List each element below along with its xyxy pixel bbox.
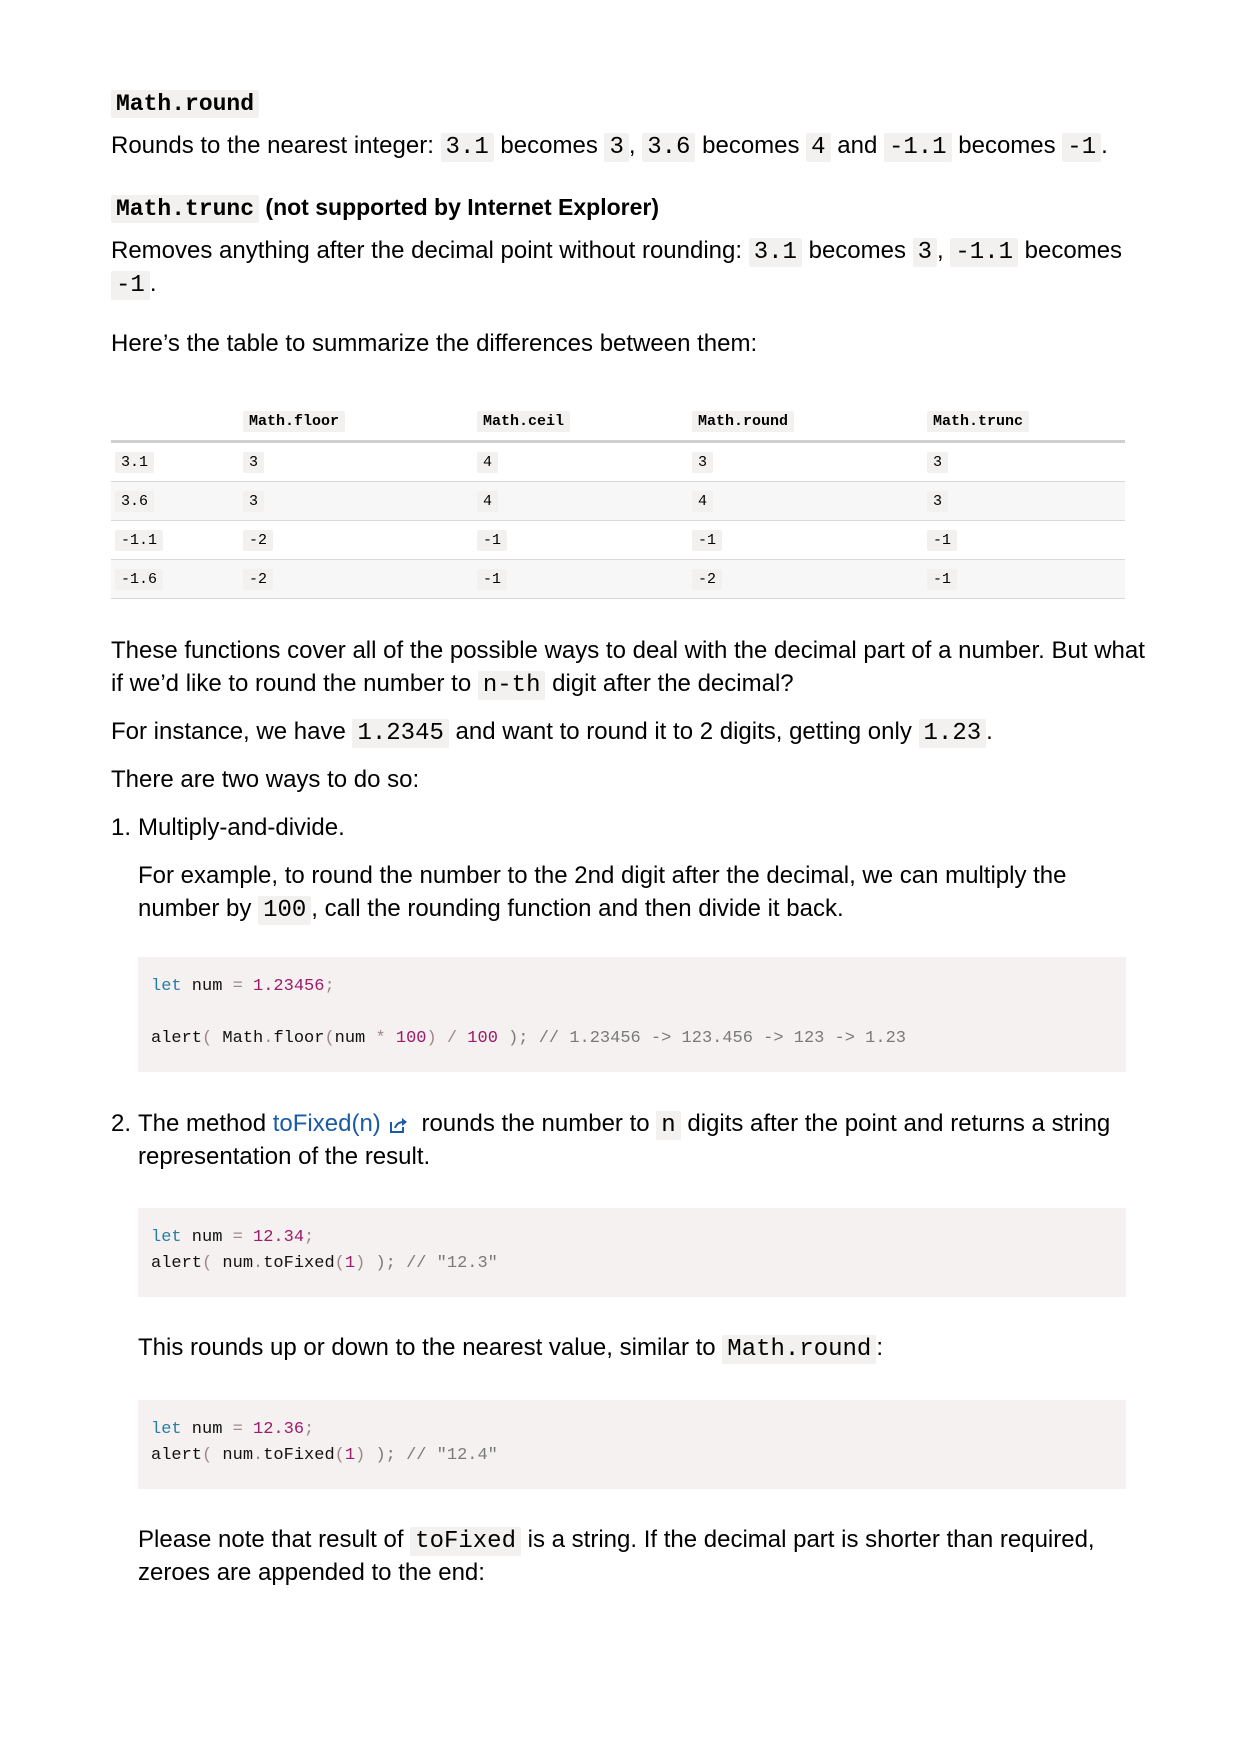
code-token: 12.36 — [242, 1420, 305, 1439]
cell-value: 4 — [692, 491, 713, 512]
text: Rounds to the nearest integer: — [111, 132, 441, 159]
code-token: = — [232, 1228, 243, 1247]
code-token: let — [151, 1228, 182, 1247]
paragraph-line — [138, 892, 844, 927]
header-label: Math.round — [692, 411, 794, 432]
inline-code: 1.2345 — [352, 719, 448, 748]
header-round — [688, 402, 923, 442]
inline-code: 4 — [806, 133, 830, 162]
table-intro: Here’s the table to summarize the differences between them: — [111, 330, 758, 357]
list-item-line — [138, 1107, 1110, 1142]
cell-value: 4 — [477, 452, 498, 473]
code-block — [138, 1400, 1126, 1489]
paragraph-line: There are two ways to do so: — [111, 766, 420, 793]
code-token: = — [232, 977, 243, 996]
code-token: num — [181, 1228, 233, 1247]
cell-value: 3 — [243, 452, 264, 473]
text: , — [937, 237, 951, 264]
inline-code: 3.6 — [642, 133, 695, 162]
header-ceil — [473, 402, 688, 442]
code-token: . — [253, 1446, 264, 1465]
cell-value: 4 — [477, 491, 498, 512]
inline-code: 3.1 — [749, 238, 802, 267]
math-round-heading — [111, 85, 259, 121]
code-token: alert — [151, 1254, 203, 1273]
table-cell — [111, 442, 239, 482]
cell-value: -1 — [692, 530, 722, 551]
code-token: num — [181, 977, 233, 996]
inline-code: -1.1 — [884, 133, 952, 162]
table-cell — [688, 442, 923, 482]
code-token: 1 — [344, 1254, 356, 1273]
code-token: ) — [355, 1254, 366, 1273]
code-token: . — [263, 1029, 274, 1048]
paragraph-line — [138, 1523, 1095, 1558]
table-cell — [239, 442, 473, 482]
text: : — [876, 1334, 883, 1361]
code-line — [151, 1254, 498, 1273]
code-token: num — [212, 1446, 254, 1465]
code-token: ( — [202, 1254, 213, 1273]
code-comment: ); // 1.23456 -> 123.456 -> 123 -> 1.23 — [497, 1029, 906, 1048]
cell-value: -2 — [243, 530, 273, 551]
code-comment: ); // "12.3" — [365, 1254, 498, 1273]
code-token: let — [151, 977, 182, 996]
text: . — [149, 270, 157, 297]
header-label: Math.ceil — [477, 411, 570, 432]
inline-code: 3.1 — [441, 133, 494, 162]
text: , call the rounding function and then divide it back. — [311, 895, 844, 922]
table-cell — [688, 521, 923, 560]
text: The method — [138, 1110, 273, 1137]
cell-value: -2 — [692, 569, 722, 590]
table-cell — [688, 482, 923, 521]
paragraph-line: For example, to round the number to the 2nd digit after the decimal, we can multiply the — [138, 862, 1067, 889]
text: rounds the number to — [414, 1110, 657, 1137]
table-row — [111, 560, 1125, 599]
table-cell — [473, 560, 688, 599]
cell-value: 3 — [243, 491, 264, 512]
table-cell — [239, 560, 473, 599]
inline-code: n — [656, 1111, 680, 1140]
text: and — [830, 132, 884, 159]
cell-value: 3.6 — [115, 491, 154, 512]
cell-value: -1 — [477, 569, 507, 590]
cell-value: -1.1 — [115, 530, 163, 551]
code-token: 12.34 — [242, 1228, 305, 1247]
paragraph-line: representation of the result. — [138, 1143, 431, 1170]
table-cell — [111, 560, 239, 599]
table-cell — [239, 482, 473, 521]
math-trunc-heading — [111, 190, 659, 226]
table-cell — [473, 521, 688, 560]
header-floor — [239, 402, 473, 442]
cell-value: -1.6 — [115, 569, 163, 590]
text: if we’d like to round the number to — [111, 670, 478, 697]
code-comment: ); // "12.4" — [365, 1446, 498, 1465]
code-token: floor — [273, 1029, 325, 1048]
paragraph-line — [138, 1331, 883, 1366]
code-token: num — [181, 1420, 233, 1439]
code-token: ( — [324, 1029, 335, 1048]
heading-code: Math.round — [111, 90, 259, 118]
code-token: . — [253, 1254, 264, 1273]
external-link-icon[interactable] — [389, 1110, 411, 1130]
code-line — [151, 1228, 314, 1247]
code-token: 100 — [457, 1029, 498, 1048]
table-row — [111, 482, 1125, 521]
header-trunc — [923, 402, 1125, 442]
inline-code: -1.1 — [950, 238, 1018, 267]
cell-value: 3 — [692, 452, 713, 473]
header-label: Math.trunc — [927, 411, 1029, 432]
code-token: num — [334, 1029, 376, 1048]
table-cell — [473, 482, 688, 521]
inline-code: 1.23 — [919, 719, 987, 748]
code-token: ; — [304, 1420, 315, 1439]
text: Please note that result of — [138, 1526, 411, 1553]
paragraph-line: These functions cover all of the possible ways to deal with the decimal part of a number. But what — [111, 637, 1145, 664]
paragraph-line — [111, 667, 794, 702]
text: This rounds up or down to the nearest value, similar to — [138, 1334, 723, 1361]
cell-value: 3.1 — [115, 452, 154, 473]
cell-value: 3 — [927, 452, 948, 473]
cell-value: -1 — [927, 569, 957, 590]
code-token: num — [212, 1254, 254, 1273]
code-token: ( — [202, 1446, 213, 1465]
list-item-number: 2. — [111, 1110, 132, 1137]
table-cell — [239, 521, 473, 560]
header-label: Math.floor — [243, 411, 345, 432]
code-token: 1.23456 — [242, 977, 325, 996]
tofixed-link[interactable]: toFixed(n) — [272, 1110, 381, 1137]
text: . — [986, 718, 993, 745]
table-cell — [111, 521, 239, 560]
code-token: toFixed — [263, 1254, 335, 1273]
inline-code: toFixed — [410, 1527, 521, 1556]
table-cell — [923, 521, 1125, 560]
code-token: toFixed — [263, 1446, 335, 1465]
code-token: / — [436, 1029, 458, 1048]
text: digit after the decimal? — [545, 670, 794, 697]
text: becomes — [493, 132, 605, 159]
text: and want to round it to 2 digits, getting only — [448, 718, 919, 745]
code-block — [138, 957, 1126, 1072]
code-token: 1 — [344, 1446, 356, 1465]
table-header-row — [111, 402, 1125, 442]
text: digits after the point and returns a string — [680, 1110, 1111, 1137]
code-token: ; — [304, 1228, 315, 1247]
inline-code: 3 — [604, 133, 628, 162]
text: is a string. If the decimal part is shorter than required, — [521, 1526, 1095, 1553]
code-token: ( — [334, 1446, 345, 1465]
heading-code: Math.trunc — [111, 195, 259, 223]
inline-code: -1 — [111, 271, 150, 300]
code-token: ) — [355, 1446, 366, 1465]
code-token: = — [232, 1420, 243, 1439]
table-cell — [923, 560, 1125, 599]
code-token: * — [375, 1029, 386, 1048]
code-token: ) — [426, 1029, 437, 1048]
inline-code: 3 — [913, 238, 937, 267]
table-cell — [688, 560, 923, 599]
text: becomes — [801, 237, 913, 264]
cell-value: 3 — [927, 491, 948, 512]
cell-value: -2 — [243, 569, 273, 590]
header-empty — [111, 402, 239, 442]
code-line — [151, 1029, 906, 1048]
round-description — [111, 129, 1108, 164]
table-row — [111, 442, 1125, 482]
code-token: Math — [212, 1029, 264, 1048]
cell-value: -1 — [477, 530, 507, 551]
list-item-number: 1. — [111, 814, 132, 841]
heading-note: (not supported by Internet Explorer) — [259, 194, 659, 220]
code-token: 100 — [385, 1029, 427, 1048]
table-cell — [923, 442, 1125, 482]
inline-code: 100 — [258, 896, 311, 925]
text: becomes — [1018, 237, 1123, 264]
inline-code: Math.round — [722, 1335, 876, 1364]
table-cell — [473, 442, 688, 482]
inline-code: n-th — [478, 671, 546, 700]
code-token: let — [151, 1420, 182, 1439]
text: For instance, we have — [111, 718, 353, 745]
text: becomes — [695, 132, 807, 159]
code-line — [151, 1420, 314, 1439]
text: number by — [138, 895, 259, 922]
code-block — [138, 1208, 1126, 1297]
code-token: ( — [334, 1254, 345, 1273]
code-line — [151, 977, 335, 996]
paragraph-line: zeroes are appended to the end: — [138, 1559, 485, 1586]
text: becomes — [951, 132, 1063, 159]
text: Removes anything after the decimal point without rounding: — [111, 237, 749, 264]
code-token: alert — [151, 1029, 203, 1048]
table-cell — [923, 482, 1125, 521]
list-item-title: Multiply-and-divide. — [138, 814, 345, 841]
code-line — [151, 1446, 498, 1465]
text: , — [628, 132, 643, 159]
inline-code: -1 — [1062, 133, 1101, 162]
table-row — [111, 521, 1125, 560]
code-token: ; — [324, 977, 335, 996]
table-cell — [111, 482, 239, 521]
trunc-description — [111, 234, 1122, 269]
code-token: alert — [151, 1446, 203, 1465]
trunc-description-cont — [111, 267, 156, 302]
code-token: ( — [202, 1029, 213, 1048]
text: . — [1101, 132, 1108, 159]
cell-value: -1 — [927, 530, 957, 551]
paragraph-line — [111, 715, 993, 750]
summary-table — [111, 402, 1125, 599]
